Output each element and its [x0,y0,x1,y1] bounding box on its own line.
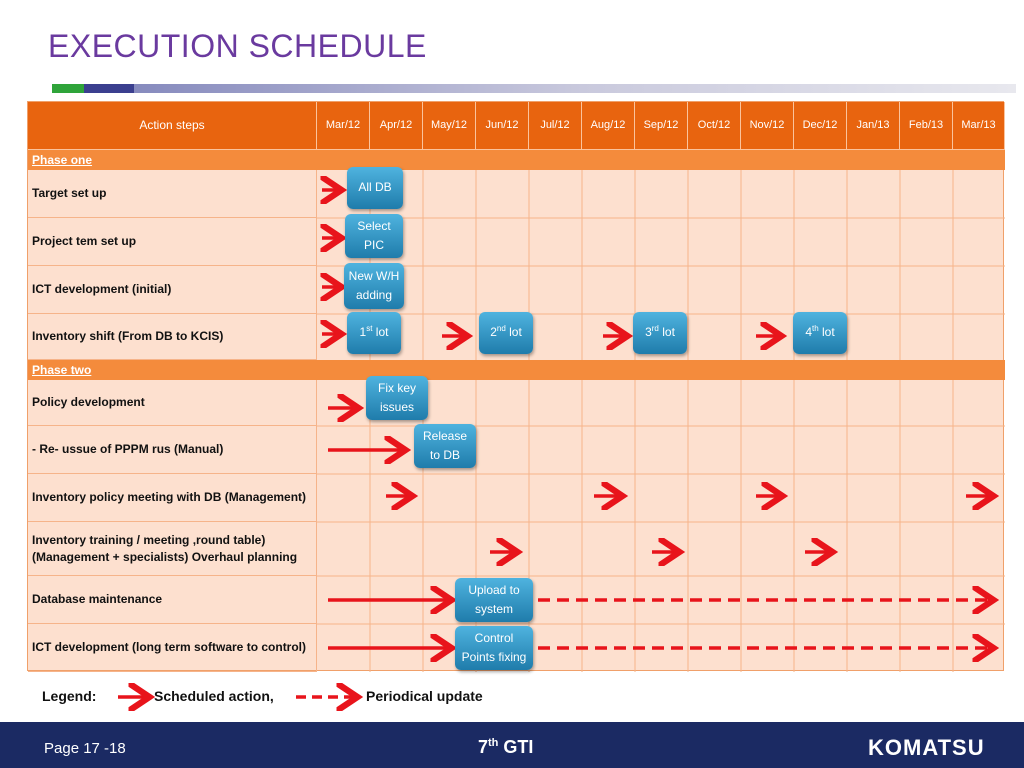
header-month: Sep/12 [635,102,688,150]
badge-lot-4 [793,312,847,354]
badge-text: issues [379,400,414,414]
phase-two-band: Phase two [28,360,1005,380]
badge-text: 4th lot [805,324,835,340]
badge-text: Fix key [377,380,416,395]
row-label: Inventory policy meeting with DB (Management) [28,474,317,522]
header-month: Dec/12 [794,102,847,150]
badge-text: Points fixing [461,650,527,664]
header-month: Jan/13 [847,102,900,150]
badge-select-pic [345,214,403,258]
badge-text: Upload to [468,582,520,597]
legend-scheduled: Scheduled action, [154,688,274,704]
badge-text: New W/H [348,268,400,283]
badge-all-db [347,167,403,209]
header-month: May/12 [423,102,476,150]
title-rule [52,84,1016,93]
badge-text: PIC [363,238,384,252]
row-label: Inventory shift (From DB to KCIS) [28,314,317,360]
badge-new-wh [344,263,404,309]
footer-gti: 7th GTI [478,737,534,757]
badge-lot-1 [347,312,401,354]
badge-text: Control [474,630,514,645]
header-month: Nov/12 [741,102,794,150]
row-label: - Re- ussue of PPPM rus (Manual) [28,426,317,474]
page-title: EXECUTION SCHEDULE [48,28,427,64]
header-month: Mar/12 [317,102,370,150]
header-month: Jun/12 [476,102,529,150]
header-month: Mar/13 [953,102,1005,150]
row-label: Target set up [28,170,317,218]
row-label: ICT development (long term software to control) [28,624,317,672]
badge-fix-key-issues [366,376,428,420]
header-month: Apr/12 [370,102,423,150]
title-rule-accent-blue [84,84,134,93]
row-label: Policy development [28,380,317,426]
phase-one-band: Phase one [28,150,1005,170]
badge-text: 1st lot [359,324,389,340]
row-label: Inventory training / meeting ,round table)(Management + specialists) Overhaul planning [28,522,317,576]
badge-control-points-fixing [455,626,533,670]
badge-text: system [474,602,513,616]
title-rule-accent-green [52,84,84,93]
badge-text: to DB [429,448,460,462]
header-month: Jul/12 [529,102,582,150]
legend-label: Legend: [42,688,97,704]
badge-text: adding [355,288,393,302]
badge-text: Select [357,218,391,233]
badge-lot-2 [479,312,533,354]
badge-release-to-db [414,424,476,468]
row-label: Database maintenance [28,576,317,624]
header-month: Aug/12 [582,102,635,150]
komatsu-logo: KOMATSU [868,735,985,760]
badge-upload-to-system [455,578,533,622]
header-action-steps: Action steps [28,102,317,150]
header-month: Feb/13 [900,102,953,150]
badge-lot-3 [633,312,687,354]
badge-text: Release [422,428,468,443]
page-number: Page 17 -18 [44,740,126,757]
legend-periodical: Periodical update [366,688,483,704]
badge-text: 3rd lot [645,324,675,340]
badge-text: All DB [358,180,392,195]
row-label: Project tem set up [28,218,317,266]
row-label: ICT development (initial) [28,266,317,314]
badge-text: 2nd lot [490,324,522,340]
header-month: Oct/12 [688,102,741,150]
